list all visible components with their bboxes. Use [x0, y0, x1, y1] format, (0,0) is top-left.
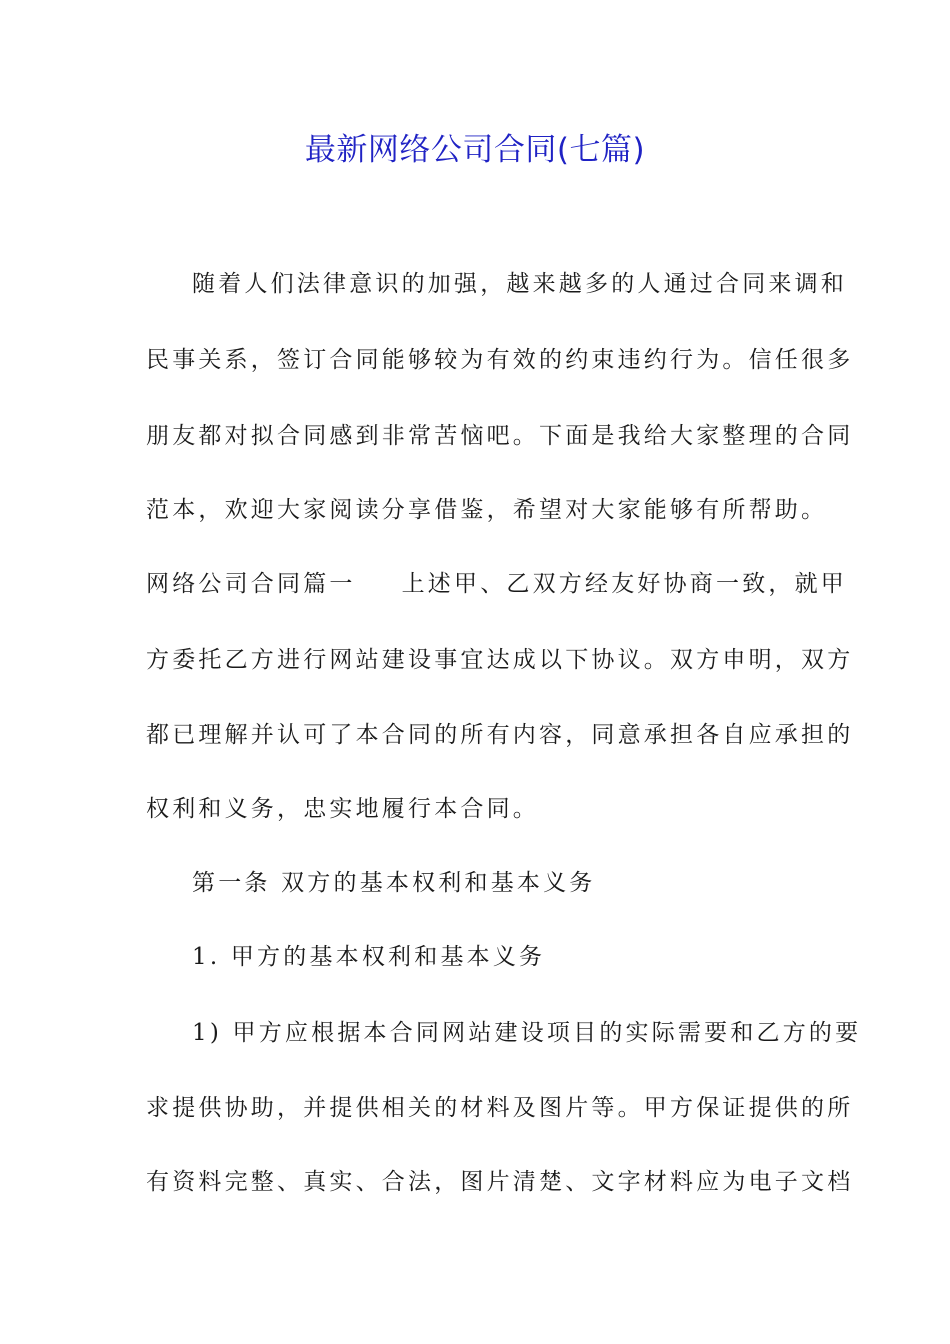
paragraph-line: 方委托乙方进行网站建设事宜达成以下协议。双方申明，双方 — [146, 647, 854, 673]
paragraph-line: 民事关系，签订合同能够较为有效的约束违约行为。信任很多 — [146, 347, 854, 373]
paragraph-line: 有资料完整、真实、合法，图片清楚、文字材料应为电子文档 — [146, 1169, 854, 1195]
paragraph-line: 权利和义务，忠实地履行本合同。 — [146, 796, 539, 822]
section-heading-line — [146, 566, 848, 602]
paragraph-text: 上述甲、乙双方经友好协商一致，就甲 — [401, 571, 848, 597]
paragraph-line: 1) 甲方应根据本合同网站建设项目的实际需要和乙方的要 — [192, 1020, 862, 1046]
document-title: 最新网络公司合同(七篇) — [304, 132, 646, 168]
article-heading: 第一条 双方的基本权利和基本义务 — [192, 870, 596, 896]
paragraph-line: 求提供协助，并提供相关的材料及图片等。甲方保证提供的所 — [146, 1095, 854, 1121]
clause-heading: 1. 甲方的基本权利和基本义务 — [192, 944, 546, 970]
paragraph-line: 都已理解并认可了本合同的所有内容，同意承担各自应承担的 — [146, 722, 854, 748]
paragraph-line: 朋友都对拟合同感到非常苦恼吧。下面是我给大家整理的合同 — [146, 423, 854, 449]
paragraph-line: 范本，欢迎大家阅读分享借鉴，希望对大家能够有所帮助。 — [146, 497, 828, 523]
section-heading: 网络公司合同篇一 — [146, 571, 356, 597]
paragraph-line: 随着人们法律意识的加强，越来越多的人通过合同来调和 — [192, 271, 847, 297]
